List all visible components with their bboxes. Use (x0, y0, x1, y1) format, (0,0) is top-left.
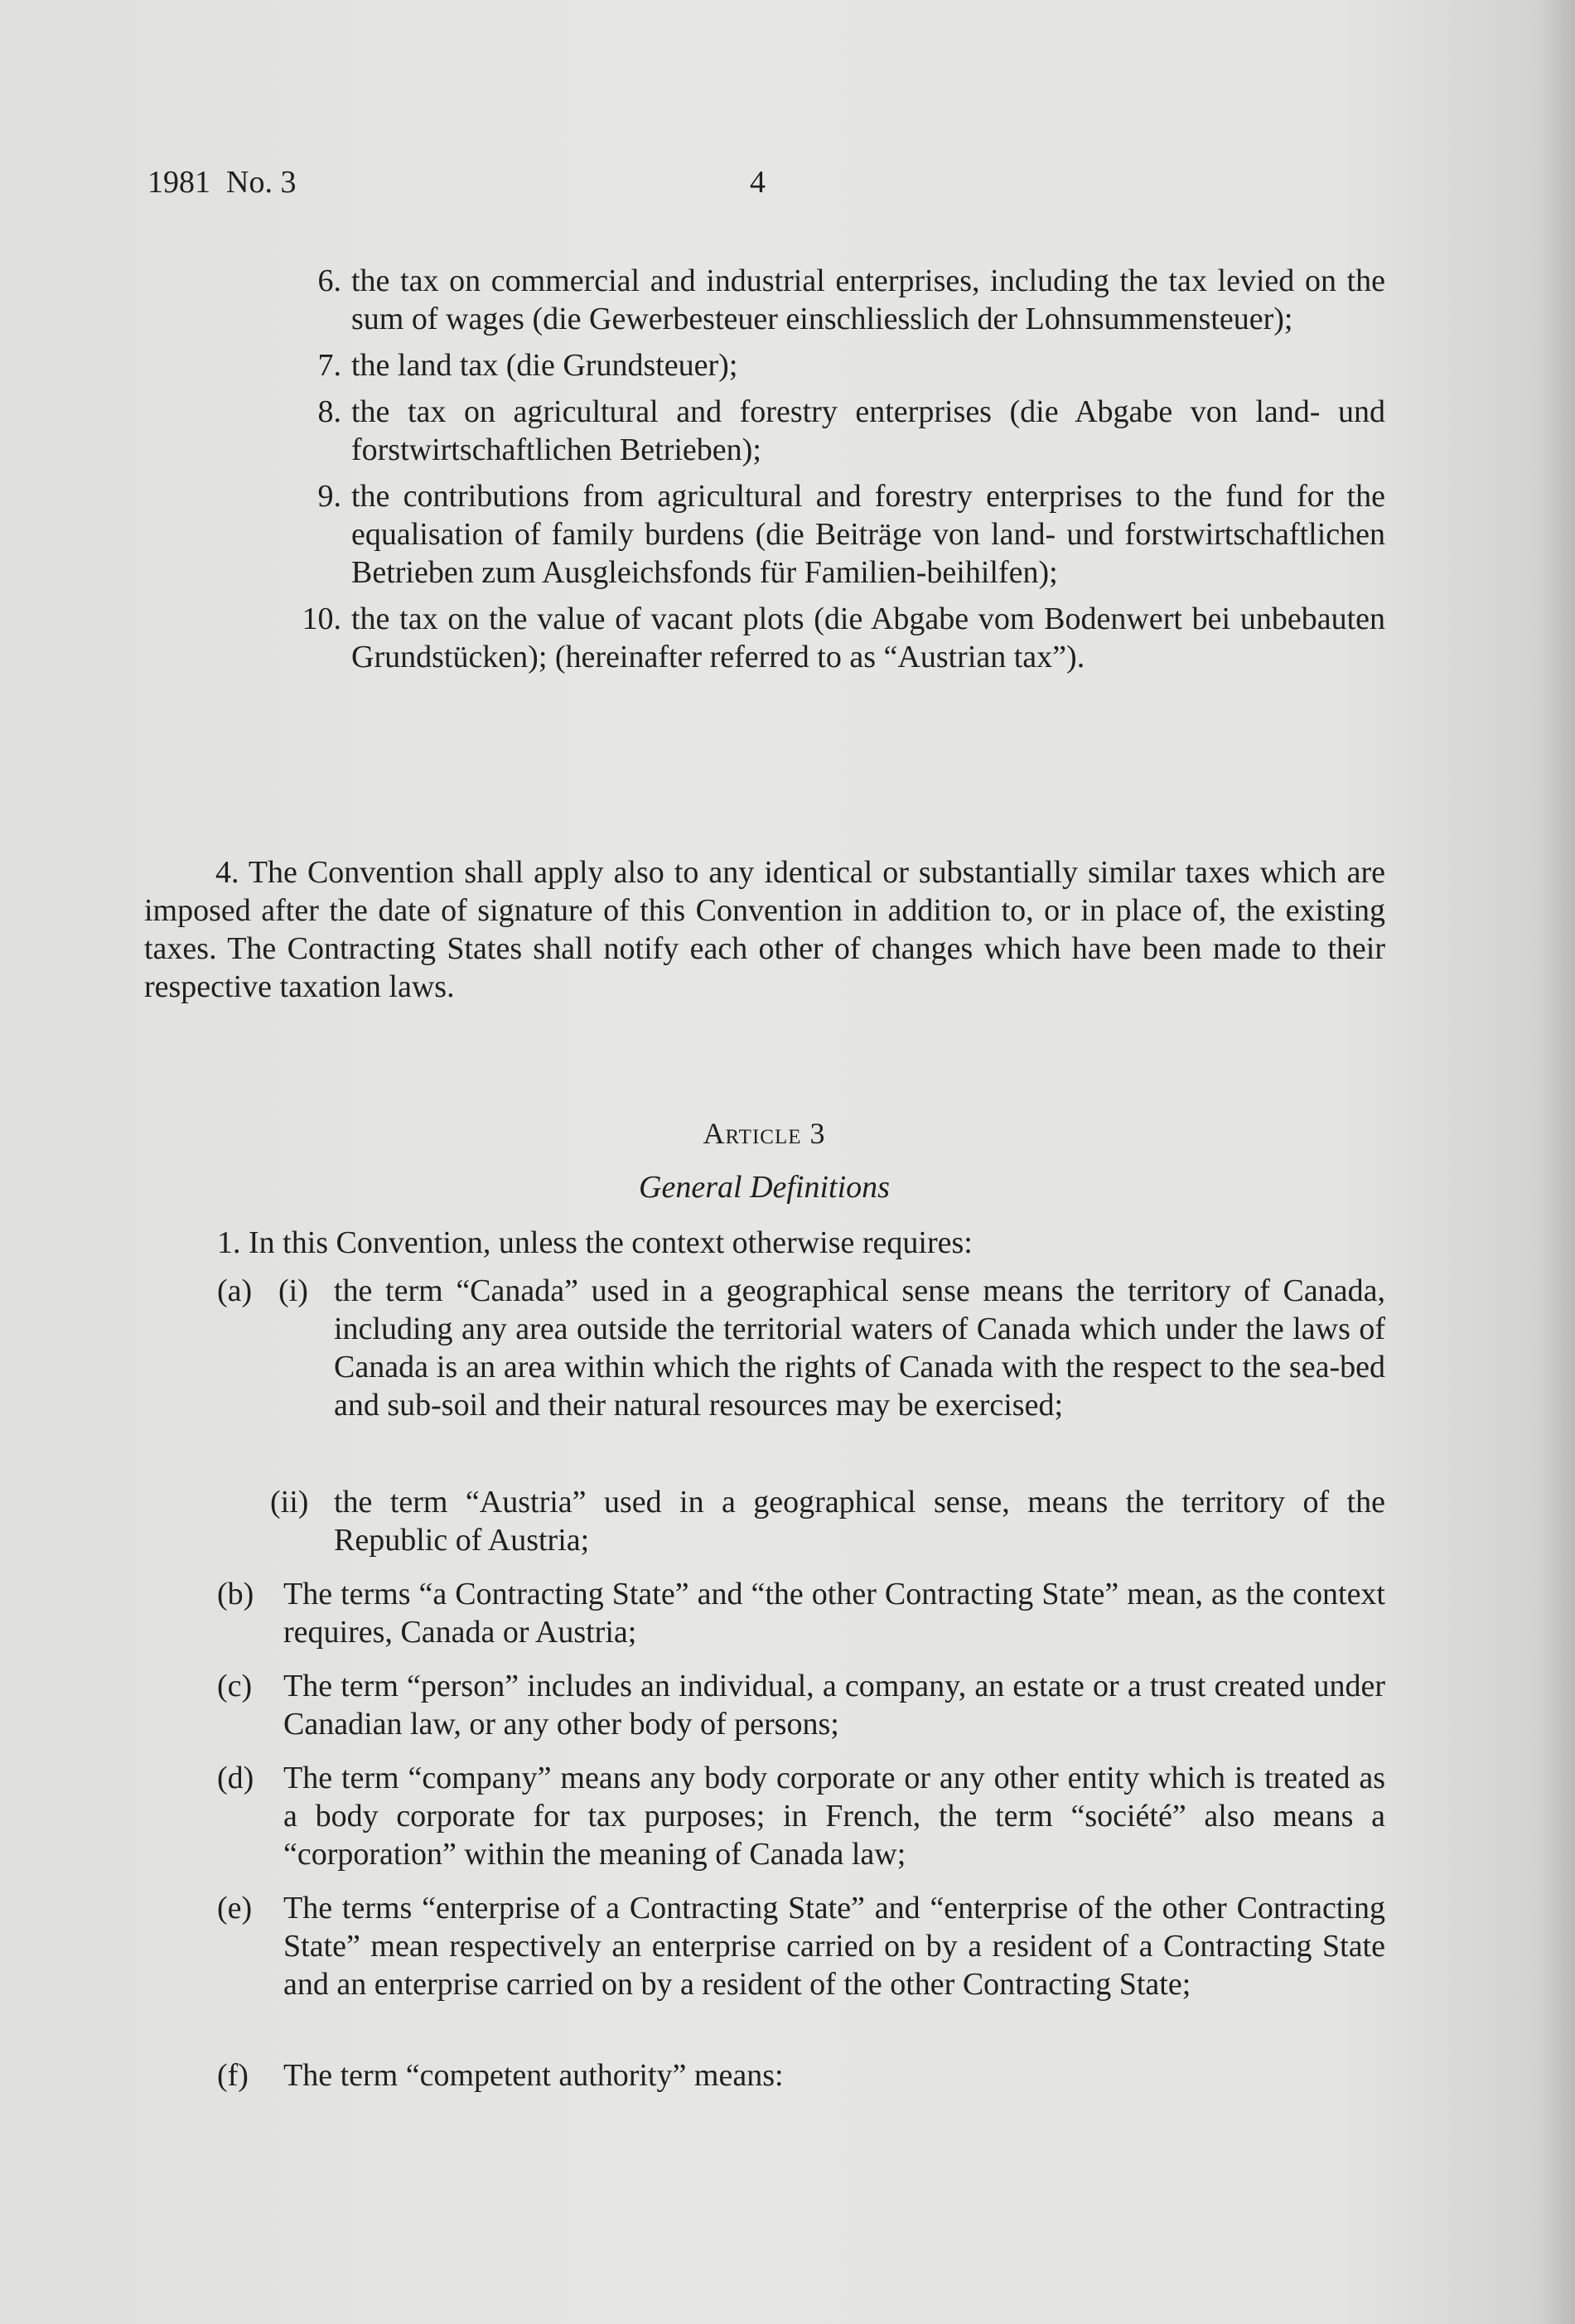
definition-text: The terms “a Contracting State” and “the other Contracting State” mean, as the context requires, Canada or Austria; (283, 1577, 1385, 1650)
item-number: 10. (302, 602, 341, 636)
list-item (283, 600, 1385, 676)
definition-label: (b) (217, 1577, 254, 1611)
item-text: the tax on agricultural and forestry enterprises (die Abgabe von land- und forstwirtschaftlichen Betrieben); (351, 394, 1385, 467)
tax-list (283, 262, 1385, 684)
definition-text: the term “Austria” used in a geographical sense, means the territory of the Republic of Austria; (334, 1485, 1385, 1558)
page-number: 4 (750, 165, 766, 200)
article-title-text: Article 3 (703, 1117, 826, 1150)
definition-c (217, 1667, 1385, 1743)
item-text: the tax on commercial and industrial enterprises, including the tax levied on the sum of wages (die Gewerbesteuer einschliesslich der Lohnsummensteuer); (351, 263, 1385, 336)
page-fold-shadow (1540, 0, 1575, 2324)
definition-label: (e) (217, 1891, 253, 1925)
definition-b (217, 1575, 1385, 1651)
definition-sublabel: (ii) (270, 1485, 309, 1520)
item-number: 9. (317, 479, 341, 514)
definition-label: (c) (217, 1669, 253, 1703)
definition-e (217, 1889, 1385, 2003)
definition-text: the term “Canada” used in a geographical sense means the territory of Canada, including any area outside the territorial waters of Canada which under the laws of Canada is an area within which the rights of Canada with the respect to the sea-bed and sub-soil and their natural resources may be exercised; (334, 1273, 1385, 1423)
article-subtitle: General Definitions (639, 1170, 890, 1205)
definition-text: The terms “enterprise of a Contracting State” and “enterprise of the other Contracting State” mean respectively an enterprise carried on by a resident of a Contracting State and an enterprise carried on by a resident of the other Contracting State; (283, 1891, 1385, 2002)
item-text: the land tax (die Grundsteuer); (351, 348, 738, 383)
definition-d (217, 1759, 1385, 1873)
article-title (0, 1116, 1529, 1151)
list-item (283, 477, 1385, 592)
item-text: the contributions from agricultural and forestry enterprises to the fund for the equalisation of family burdens (die Beiträge von land- und forstwirtschaftlichen Betrieben zum Ausgleichsfonds für Familien-beihilfen); (351, 479, 1385, 590)
article-paragraph-1: 1. In this Convention, unless the context otherwise requires: (217, 1225, 973, 1260)
list-item (283, 346, 1385, 384)
definition-a (217, 1272, 1385, 1424)
year-and-number: 1981 No. 3 (147, 165, 297, 200)
definition-text: The term “company” means any body corporate or any other entity which is treated as a body corporate for tax purposes; in French, the term “société” also means a “corporation” within the meaning of Canada law; (283, 1761, 1385, 1872)
item-number: 8. (317, 394, 341, 429)
definition-text: The term “competent authority” means: (283, 2058, 784, 2093)
page-header (147, 164, 766, 201)
definition-label: (f) (217, 2058, 249, 2093)
definition-label: (a) (217, 1273, 253, 1308)
definition-f (217, 2056, 1385, 2094)
list-item (283, 393, 1385, 469)
paragraph-4: 4. The Convention shall apply also to any identical or substantially similar taxes which are imposed after the date of signature of this Convention in addition to, or in place of, the existing taxes. The Contracting States shall notify each other of changes which have been made to their respective taxation laws. (144, 855, 1385, 1004)
item-number: 6. (317, 263, 341, 298)
list-item (283, 262, 1385, 338)
item-text: the tax on the value of vacant plots (die Abgabe vom Bodenwert bei unbebauten Grundstücken); (hereinafter referred to as “Austrian tax”). (351, 602, 1385, 674)
definition-sublabel: (i) (278, 1273, 308, 1308)
item-number: 7. (317, 348, 341, 383)
definition-text: The term “person” includes an individual, a company, an estate or a trust created under Canadian law, or any other body of persons; (283, 1669, 1385, 1742)
definition-label: (d) (217, 1761, 254, 1795)
definition-a-ii (270, 1483, 1385, 1559)
